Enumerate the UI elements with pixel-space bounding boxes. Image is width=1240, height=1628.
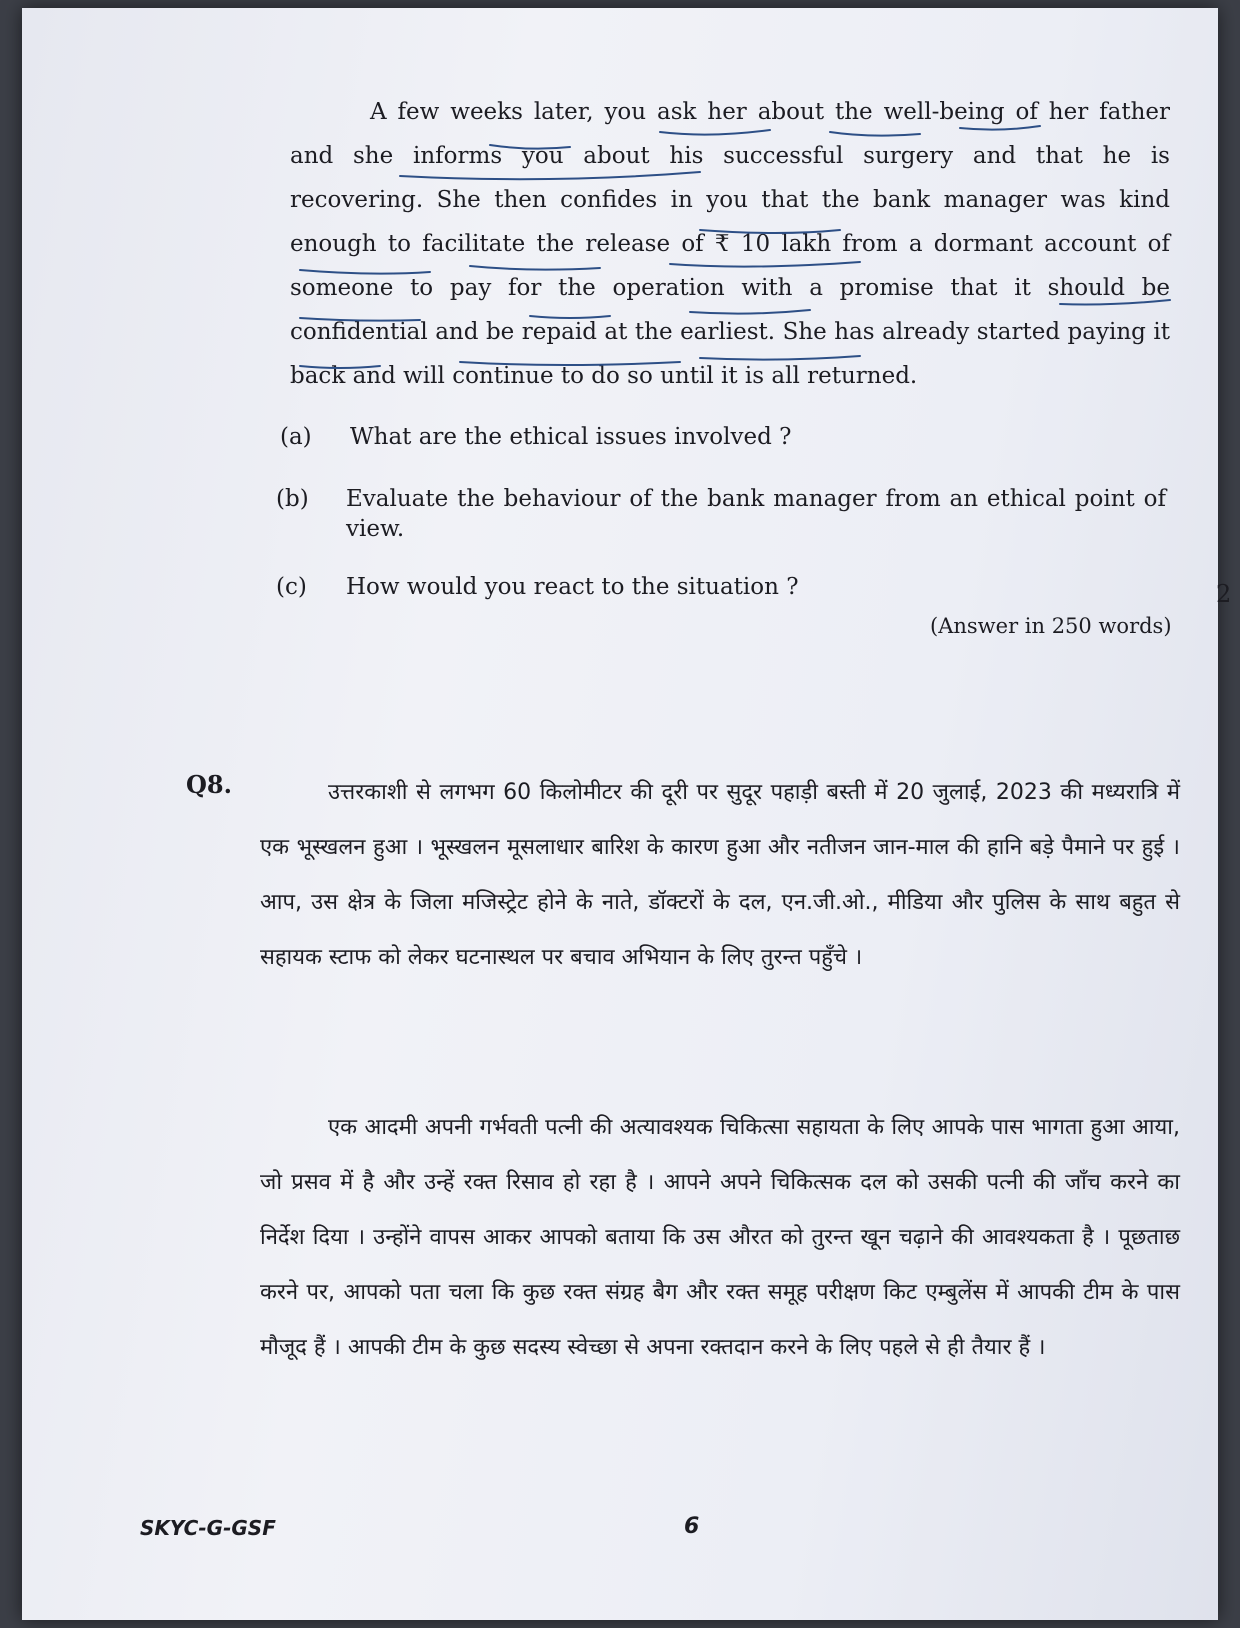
question-number-q8: Q8. [186, 770, 232, 799]
paper-code: SKYC-G-GSF [140, 1516, 276, 1540]
question-b [276, 484, 1176, 548]
question-c [276, 572, 1176, 606]
question-c-text: How would you react to the situation ? [346, 574, 799, 600]
answer-word-limit: (Answer in 250 words) [930, 614, 1172, 638]
question-a [280, 422, 1180, 456]
question-b-text: Evaluate the behaviour of the bank manager from an ethical point of view. [346, 486, 1166, 542]
q8-paragraph-2: एक आदमी अपनी गर्भवती पत्नी की अत्यावश्यक चिकित्सा सहायता के लिए आपके पास भागता हुआ आया, जो प्रसव में है और उन्हें रक्त रिसाव हो रहा है । आपने अपने चिकित्सक दल को उसकी पत्नी की जाँच करने का निर्देश दिया । उन्होंने वापस आकर आपको बताया कि उस औरत को तुरन्त खून चढ़ाने की आवश्यकता है । पूछताछ करने पर, आपको पता चला कि कुछ रक्त संग्रह बैग और रक्त समूह परीक्षण किट एम्बुलेंस में आपकी टीम के पास मौजूद हैं । आपकी टीम के कुछ सदस्य स्वेच्छा से अपना रक्तदान करने के लिए पहले से ही तैयार हैं । [260, 1115, 1180, 1360]
question-a-label: (a) [280, 424, 312, 450]
question-a-text: What are the ethical issues involved ? [350, 424, 792, 450]
q8-paragraph-1: उत्तरकाशी से लगभग 60 किलोमीटर की दूरी पर सुदूर पहाड़ी बस्ती में 20 जुलाई, 2023 की मध्यरात्रि में एक भूस्खलन हुआ । भूस्खलन मूसलाधार बारिश के कारण हुआ और नतीजन जान-माल की हानि बड़े पैमाने पर हुई । आप, उस क्षेत्र के जिला मजिस्ट्रेट होने के नाते, डॉक्टरों के दल, एन.जी.ओ., मीडिया और पुलिस के साथ बहुत से सहायक स्टाफ को लेकर घटनास्थल पर बचाव अभियान के लिए तुरन्त पहुँचे । [260, 780, 1180, 970]
page-number: 6 [684, 1514, 700, 1539]
passage-text: A few weeks later, you ask her about the well-being of her father and she informs you about his successful surgery and that he is recovering. She then confides in you that the bank manager was kind enough to facilitate the release of ₹ 10 lakh from a dormant account of someone to pay for the operation with a promise that it should be confidential and be repaid at the earliest. She has already started paying it back and will continue to do so until it is all returned. [290, 99, 1170, 389]
question-b-label: (b) [276, 486, 309, 512]
marks-indicator: 2 [1216, 580, 1232, 608]
passage-paragraph [290, 90, 1170, 398]
question-c-label: (c) [276, 574, 307, 600]
